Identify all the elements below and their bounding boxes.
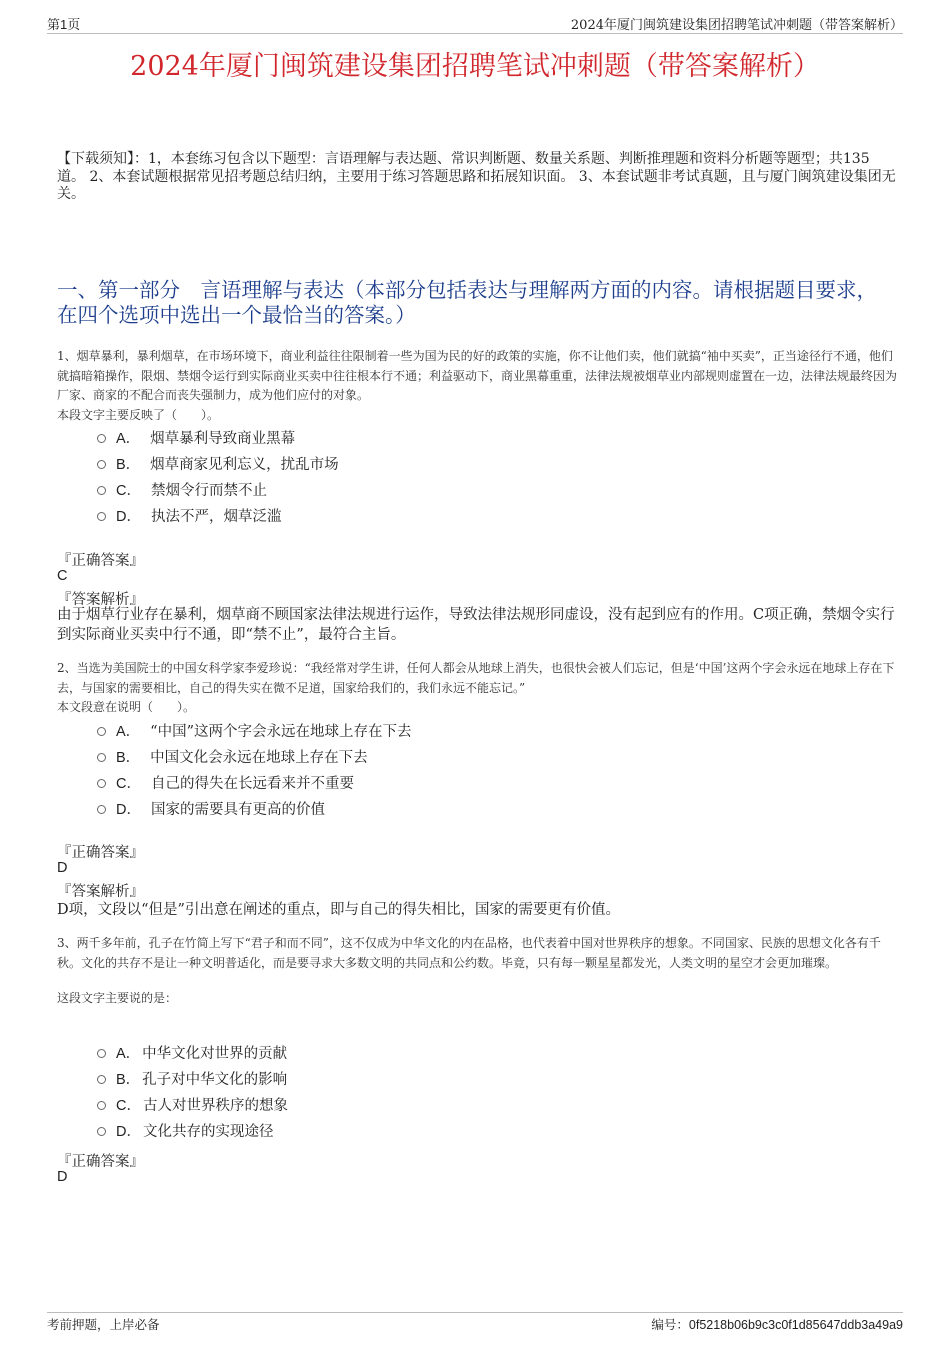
radio-icon[interactable] — [97, 805, 106, 814]
option-text: 烟草商家见利忘义，扰乱市场 — [150, 457, 339, 473]
option-label: B． — [116, 457, 141, 473]
question-2-analysis-label: 『答案解析』 — [57, 884, 144, 900]
question-1-option-b[interactable] — [97, 455, 339, 475]
option-text: 古人对世界秩序的想象 — [142, 1098, 288, 1114]
question-1-prompt: 本段文字主要反映了（ ）。 — [57, 407, 220, 422]
section-heading: 一、第一部分 言语理解与表达（本部分包括表达与理解两方面的内容。请根据题目要求，在四个选项中选出一个最恰当的答案。） — [57, 278, 877, 327]
option-text: 国家的需要具有更高的价值 — [150, 802, 325, 818]
option-label: D． — [116, 802, 141, 818]
option-text: 中华文化对世界的贡献 — [142, 1046, 288, 1062]
question-3-answer: D — [57, 1169, 68, 1185]
radio-icon[interactable] — [97, 460, 106, 469]
question-3-option-b[interactable] — [97, 1070, 287, 1090]
option-label: A． — [116, 431, 141, 447]
question-1-text: 1、烟草暴利，暴利烟草，在市场环境下，商业利益往往限制着一些为国为民的好的政策的实施，你不让他们卖，他们就搞“袖中买卖”，正当途径行不通，他们就搞暗箱操作，限烟、禁烟令运行到实际商业买卖中往往根本行不通；利益驱动下，商业黑幕重重，法律法规被烟草业内部规则虚置在一边，法律法规最终因为厂家、商家的不配合而丧失强制力，成为他们应付的对象。 — [57, 349, 898, 402]
option-text: 自己的得失在长远看来并不重要 — [150, 776, 354, 792]
document-code — [651, 1315, 903, 1333]
question-1-answer-label: 『正确答案』 — [57, 553, 144, 569]
question-3 — [57, 934, 897, 1009]
question-2 — [57, 659, 897, 718]
download-notice: 【下载须知】：1，本套练习包含以下题型：言语理解与表达题、常识判断题、数量关系题、判断推理题和资料分析题等题型；共135道。 2、本套试题根据常见招考题总结归纳，主要用于练习答题思路和拓展知识面。 3、本套试题非考试真题，且与厦门闽筑建设集团无关。 — [57, 151, 896, 202]
question-1-analysis: 由于烟草行业存在暴利，烟草商不顾国家法律法规进行运作，导致法律法规形同虚设，没有起到应有的作用。C项正确，禁烟令实行到实际商业买卖中行不通，即“禁不止”，最符合主旨。 — [57, 607, 895, 643]
question-2-analysis: D项，文段以“但是”引出意在阐述的重点，即与自己的得失相比，国家的需要更有价值。 — [57, 902, 620, 918]
question-1-option-d[interactable] — [97, 507, 281, 527]
code-label: 编号： — [651, 1317, 689, 1332]
option-label: B． — [116, 1072, 141, 1088]
question-3-option-a[interactable] — [97, 1044, 287, 1064]
option-text: 执法不严，烟草泛滥 — [150, 509, 282, 525]
option-label: D． — [116, 509, 141, 525]
option-text: 中国文化会永远在地球上存在下去 — [150, 750, 368, 766]
question-1-analysis-label: 『答案解析』 — [57, 592, 144, 608]
question-2-prompt: 本文段意在说明（ ）。 — [57, 700, 196, 714]
question-3-option-c[interactable] — [97, 1096, 288, 1116]
question-1-answer: C — [57, 568, 68, 584]
radio-icon[interactable] — [97, 1049, 106, 1058]
question-3-text: 3、两千多年前，孔子在竹简上写下“君子和而不同”，这不仅成为中华文化的内在品格，也代表着中国对世界秩序的想象。不同国家、民族的思想文化各有千秋。文化的共存不是让一种文明普适化，而是要寻求大多数文明的共同点和公约数。毕竟，只有每一颗星星都发光，人类文明的星空才会更加璀璨。 — [57, 936, 881, 970]
header-divider — [47, 33, 903, 34]
code-value: 0f5218b06b9c3c0f1d85647ddb3a49a9 — [688, 1318, 903, 1332]
option-text: 孔子对中华文化的影响 — [142, 1072, 288, 1088]
question-2-answer: D — [57, 860, 68, 876]
option-label: A． — [116, 724, 141, 740]
question-1 — [57, 347, 897, 425]
radio-icon[interactable] — [97, 779, 106, 788]
option-label: C． — [116, 1098, 141, 1114]
option-text: 文化共存的实现途径 — [142, 1124, 274, 1140]
option-text: 烟草暴利导致商业黑幕 — [150, 431, 296, 447]
option-text: “中国”这两个字会永远在地球上存在下去 — [150, 724, 412, 740]
radio-icon[interactable] — [97, 434, 106, 443]
radio-icon[interactable] — [97, 1075, 106, 1084]
radio-icon[interactable] — [97, 753, 106, 762]
question-2-option-b[interactable] — [97, 748, 368, 768]
question-2-answer-label: 『正确答案』 — [57, 845, 144, 861]
question-1-option-c[interactable] — [97, 481, 267, 501]
option-label: C． — [116, 776, 141, 792]
question-3-option-d[interactable] — [97, 1122, 273, 1142]
radio-icon[interactable] — [97, 1101, 106, 1110]
question-2-option-d[interactable] — [97, 800, 325, 820]
footer-divider — [47, 1312, 903, 1313]
question-2-text: 2、当选为美国院士的中国女科学家李爱珍说：“我经常对学生讲，任何人都会从地球上消失，也很快会被人们忘记，但是‘中国’这两个字会永远在地球上存在下去，与国家的需要相比，自己的得失实在微不足道，国家给我们的，我们永远不能忘记。” — [57, 661, 895, 695]
option-label: B． — [116, 750, 141, 766]
header-doc-title: 2024年厦门闽筑建设集团招聘笔试冲刺题（带答案解析） — [570, 18, 903, 33]
option-label: A． — [116, 1046, 141, 1062]
question-1-option-a[interactable] — [97, 429, 295, 449]
option-label: D． — [116, 1124, 141, 1140]
page-title: 2024年厦门闽筑建设集团招聘笔试冲刺题（带答案解析） — [130, 51, 820, 82]
question-2-option-a[interactable] — [97, 722, 412, 742]
option-text: 禁烟令行而禁不止 — [150, 483, 267, 499]
option-label: C． — [116, 483, 141, 499]
question-3-prompt: 这段文字主要说的是： — [57, 991, 178, 1005]
radio-icon[interactable] — [97, 486, 106, 495]
radio-icon[interactable] — [97, 512, 106, 521]
page-number: 第1页 — [47, 17, 81, 32]
question-2-option-c[interactable] — [97, 774, 354, 794]
radio-icon[interactable] — [97, 727, 106, 736]
footer-slogan: 考前押题，上岸必备 — [47, 1317, 160, 1332]
radio-icon[interactable] — [97, 1127, 106, 1136]
question-3-answer-label: 『正确答案』 — [57, 1154, 144, 1170]
